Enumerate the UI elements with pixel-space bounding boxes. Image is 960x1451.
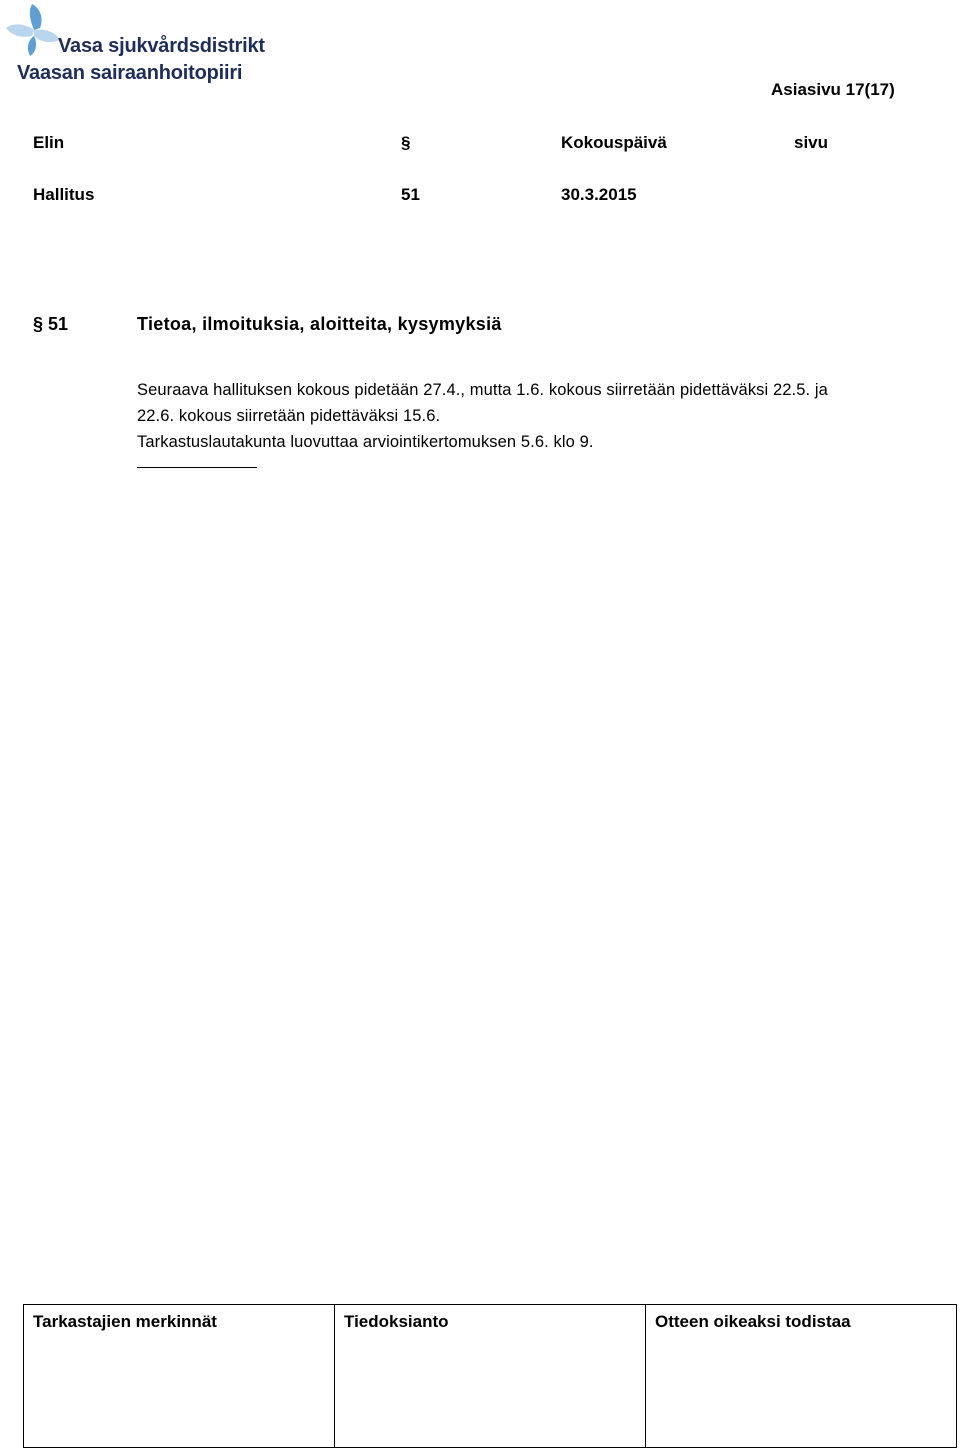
hvd-logo-icon: [4, 2, 62, 56]
paragraph-value: 51: [401, 185, 420, 204]
page-counter: Asiasivu 17(17): [771, 80, 895, 99]
section-number: § 51: [33, 314, 69, 334]
meeting-date-value: 30.3.2015: [561, 185, 637, 204]
footer-certification-cell: Otteen oikeaksi todistaa: [646, 1305, 957, 1448]
body-line: 22.6. kokous siirretään pidettäväksi 15.6.: [137, 407, 441, 425]
footer-reviewers-cell: Tarkastajien merkinnät: [24, 1305, 335, 1448]
meeting-date-label: Kokouspäivä: [561, 133, 667, 152]
body-line: Seuraava hallituksen kokous pidetään 27.4., mutta 1.6. kokous siirretään pidettäväksi 22.5. ja: [137, 381, 828, 399]
footer-notification-cell: Tiedoksianto: [335, 1305, 646, 1448]
section-title: Tietoa, ilmoituksia, aloitteita, kysymyksiä: [137, 314, 502, 334]
logo-text-finnish: Vaasan sairaanhoitopiiri: [17, 62, 243, 84]
footer-signature-table: [23, 1304, 957, 1448]
organ-label: Elin: [33, 133, 65, 152]
paragraph-label: §: [401, 133, 411, 152]
logo-text-swedish: Vasa sjukvårdsdistrikt: [58, 35, 265, 57]
organ-value: Hallitus: [33, 185, 95, 204]
body-line: Tarkastuslautakunta luovuttaa arviointikertomuksen 5.6. klo 9.: [137, 433, 594, 451]
separator-rule: [137, 467, 257, 468]
section-body: [137, 377, 917, 455]
page-label: sivu: [794, 133, 829, 152]
